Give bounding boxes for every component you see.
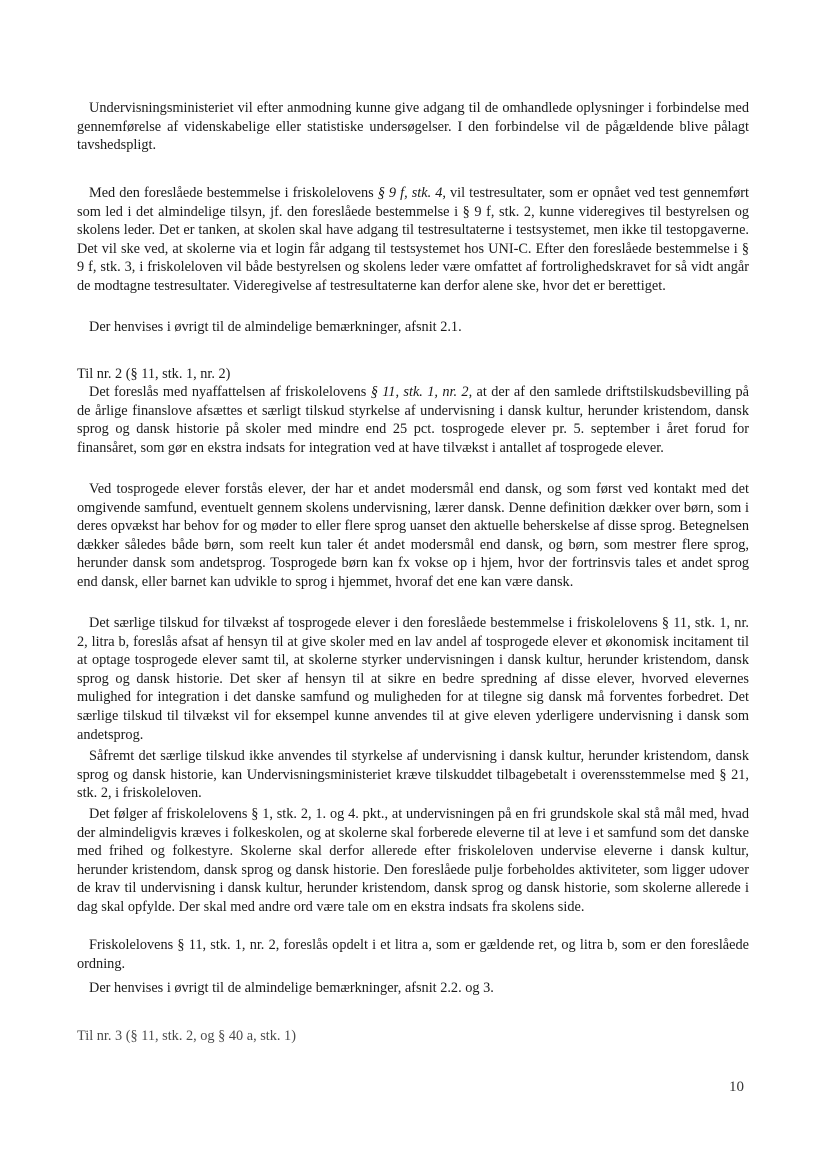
law-reference: § 9 f, stk. 4, (377, 185, 446, 201)
section-heading-nr-3: Til nr. 3 (§ 11, stk. 2, og § 40 a, stk. 1) (77, 1028, 296, 1044)
paragraph-special-grant (77, 383, 749, 457)
section-heading-nr-2: Til nr. 2 (§ 11, stk. 1, nr. 2) (77, 366, 231, 382)
paragraph-test-results (77, 184, 749, 296)
paragraph-text: vil testresultater, som er opnået ved test gennemført som led i det almindelige tilsyn, jf. den foreslåede bestemmelse i § 9 f, stk. 2, kunne videregives til bestyrelsen og skolens leder. Det er tanken, at skolen skal have adgang til testresultaterne i testsystemet, men ikke til testopgaverne. Det vil ske ved, at skolerne via et login får adgang til testsystemet hos UNI-C. Efter den foreslåede bestemmelse i § 9 f, stk. 3, i friskoleloven vil både bestyrelsen og skolens leder være omfattet af fortrolighedskravet for så vidt angår de modtagne testresultater. Videregivelse af testresultaterne kan derfor alene ske, hvor det er berettiget. (77, 185, 749, 294)
law-reference: § 11, stk. 1, nr. 2, (370, 384, 473, 400)
page-number: 10 (729, 1079, 744, 1095)
paragraph-bilingual-definition: Ved tosprogede elever forstås elever, der har et andet modersmål end dansk, og som først ved kontakt med det omgivende samfund, eventuelt gennem skolens undervisning, lærer dansk. Denne definition dækker over børn, som i deres opvækst har behov for og møder to eller flere sprog uanset den aktuelle beherskelse af disse sprog. Betegnelsen dækker således både børn, som reelt kun taler ét andet modersmål end dansk, og børn, som mestrer flere sprog, herunder dansk som andetsprog. Tosprogede børn kan fx vokse op i hjem, hvor der fortrinsvis tales et andet sprog end dansk, eller barnet kan udvikle to sprog i hjemmet, hvoraf det ene kan være dansk. (77, 481, 749, 590)
paragraph-text: Med den foreslåede bestemmelse i friskolelovens (89, 185, 378, 201)
paragraph-growth-grant: Det særlige tilskud for tilvækst af tosprogede elever i den foreslåede bestemmelse i friskolelovens § 11, stk. 1, nr. 2, litra b, foreslås afsat af hensyn til at give skoler med en lav andel af tosprogede elever et økonomisk incitament til at optage tosprogede elever samt til, at skolerne styrker undervisningen i dansk kultur, herunder kristendom, dansk sprog og dansk historie. Det sker af hensyn til at sikre en bedre spredning af disse elever, hvorved elevernes mulighed for integration i det danske samfund og muligheden for at tilegne sig dansk må forventes forbedret. Det særlige tilskud til tilvækst vil for eksempel kunne anvendes til at give eleven yderligere undervisning i dansk som andetsprog. (77, 615, 749, 743)
paragraph-repayment: Såfremt det særlige tilskud ikke anvendes til styrkelse af undervisning i dansk kultur, herunder kristendom, dansk sprog og dansk historie, kan Undervisningsministeriet kræve tilskuddet tilbagebetalt i overensstemmelse med § 21, stk. 2, i friskoleloven. (77, 748, 749, 802)
paragraph-text: Det foreslås med nyaffattelsen af friskolelovens (89, 384, 371, 400)
paragraph-reference-2-2: Der henvises i øvrigt til de almindelige bemærkninger, afsnit 2.2. og 3. (89, 980, 494, 996)
paragraph-text: at der af den samlede driftstilskudsbevilling på de årlige finanslove afsættes et særligt tilskud styrkelse af undervisning i dansk kultur, herunder kristendom, dansk sprog og dansk historie på skoler med mindre end 25 pct. tosprogede elever pr. 5. september i året forud for finansåret, som gør en ekstra indsats for integration ved at have tilvækst i antallet af tosprogede elever. (77, 384, 749, 456)
paragraph-reference-2-1: Der henvises i øvrigt til de almindelige bemærkninger, afsnit 2.1. (89, 319, 462, 335)
paragraph-research-access: Undervisningsministeriet vil efter anmodning kunne give adgang til de omhandlede oplysninger i forbindelse med gennemførelse af videnskabelige eller statistiske undersøgelser. I den forbindelse vil de pågældende blive pålagt tavshedspligt. (77, 100, 749, 154)
paragraph-curriculum-requirements: Det følger af friskolelovens § 1, stk. 2, 1. og 4. pkt., at undervisningen på en fri grundskole skal stå mål med, hvad der almindeligvis kræves i folkeskolen, og at skolerne skal forberede eleverne til at leve i et samfund som det danske med frihed og folkestyre. Skolerne skal derfor allerede efter friskoleloven undervise eleverne i dansk kultur, herunder kristendom, dansk sprog og dansk historie. Den foreslåede pulje forbeholdes aktiviteter, som ligger udover de krav til undervisning i dansk kultur, herunder kristendom, dansk sprog og dansk historie, som skolerne allerede i dag skal opfylde. Der skal med andre ord være tale om en ekstra indsats fra skolens side. (77, 806, 749, 915)
paragraph-litra-split: Friskolelovens § 11, stk. 1, nr. 2, foreslås opdelt i et litra a, som er gældende ret, og litra b, som er den foreslåede ordning. (77, 937, 749, 972)
